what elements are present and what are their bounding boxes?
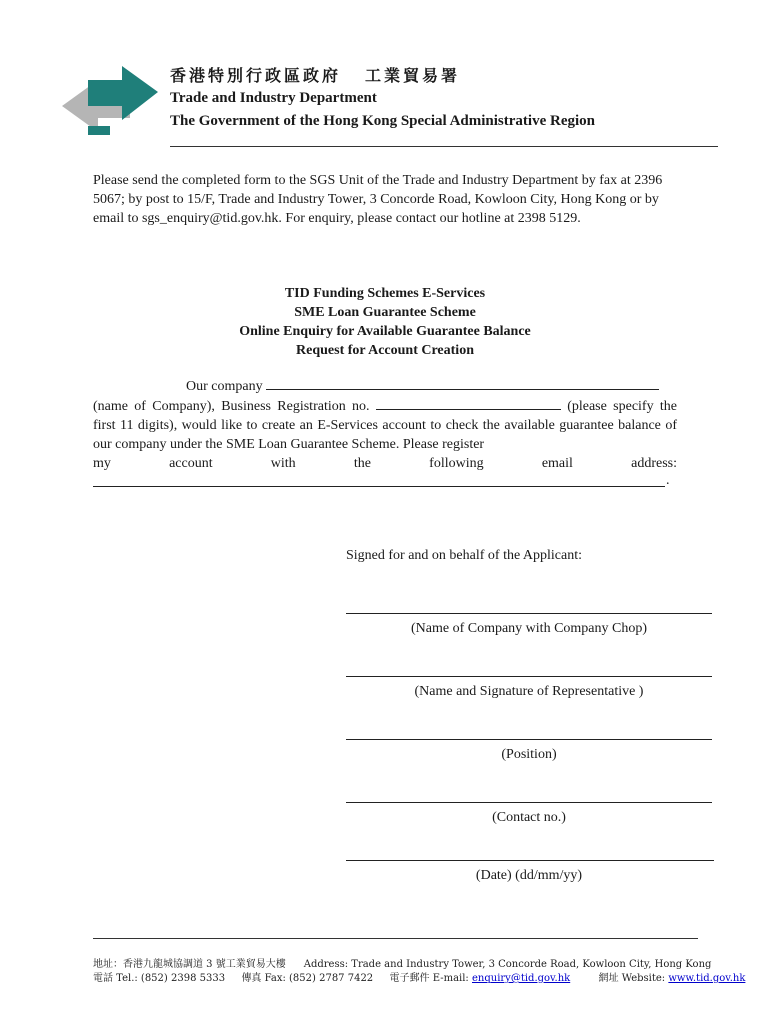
footer-divider xyxy=(93,938,698,939)
our-company-label: Our company xyxy=(186,379,263,394)
date-line[interactable] xyxy=(346,860,714,861)
footer-website-link[interactable]: www.tid.gov.hk xyxy=(668,973,746,984)
position-label: (Position) xyxy=(501,747,557,762)
word-address: address: xyxy=(631,456,677,471)
specify-text: (please specify the first 11 digits), would like to create an E-Services account to check the available guarantee balance of our company under the SME Loan Guarantee Scheme. Please register xyxy=(93,399,678,452)
name-of-company-label: (name of Company), Business Registration no. xyxy=(93,399,370,414)
intro-paragraph: Please send the completed form to the SGS Unit of the Trade and Industry Department by fax at 2396 5067; by post to 15/F, Trade and Industry Tower, 3 Concorde Road, Kowloon City, Hong Kong or by email to sgs_enquiry@tid.gov.hk. For enquiry, please contact our hotline at 2398 5129. xyxy=(93,173,663,226)
representative-signature-label: (Name and Signature of Representative ) xyxy=(414,684,644,699)
chinese-header xyxy=(170,63,460,86)
word-following: following xyxy=(429,456,484,471)
word-email: email xyxy=(541,456,573,471)
company-chop-line[interactable] xyxy=(346,613,712,614)
request-paragraph xyxy=(93,376,677,473)
title-line-2: SME Loan Guarantee Scheme xyxy=(294,305,476,320)
email-period: . xyxy=(666,473,670,488)
government-name: The Government of the Hong Kong Special Administrative Region xyxy=(170,113,595,129)
footer-email-label: 電子郵件 E-mail: xyxy=(389,973,469,984)
title-line-1: TID Funding Schemes E-Services xyxy=(284,286,486,301)
word-account: account xyxy=(169,456,213,471)
business-registration-field[interactable] xyxy=(376,396,561,410)
email-address-field[interactable] xyxy=(93,486,665,487)
footer-fax: 傳真 Fax: (852) 2787 7422 xyxy=(241,973,374,984)
company-chop-label: (Name of Company with Company Chop) xyxy=(410,621,648,636)
form-title xyxy=(93,284,677,360)
title-line-4: Request for Account Creation xyxy=(296,343,474,358)
word-the: the xyxy=(353,456,371,471)
logo-teal-block xyxy=(88,126,110,135)
footer-address-en: Address: Trade and Industry Tower, 3 Concorde Road, Kowloon City, Hong Kong xyxy=(303,959,712,970)
title-line-3: Online Enquiry for Available Guarantee Balance xyxy=(239,324,531,339)
representative-signature-line[interactable] xyxy=(346,676,712,677)
contact-number-line[interactable] xyxy=(346,802,712,803)
contact-number-label: (Contact no.) xyxy=(492,810,566,825)
department-name: Trade and Industry Department xyxy=(170,90,377,106)
word-with: with xyxy=(270,456,296,471)
request-last-line xyxy=(93,454,677,473)
position-line[interactable] xyxy=(346,739,712,740)
signed-for-label: Signed for and on behalf of the Applicant: xyxy=(346,548,582,563)
request-body xyxy=(93,396,677,454)
footer-address-zh: 地址：香港九龍城協調道 3 號工業貿易大樓 xyxy=(93,959,286,970)
header-divider xyxy=(170,146,718,147)
footer-email-link[interactable]: enquiry@tid.gov.hk xyxy=(472,973,571,984)
chinese-government-name: 香港特別行政區政府 xyxy=(170,66,342,85)
word-my: my xyxy=(93,456,111,471)
footer-website-label: 網址 Website: xyxy=(598,973,666,984)
chinese-department-name: 工業貿易署 xyxy=(365,66,461,85)
trade-department-logo xyxy=(60,62,160,140)
footer-address xyxy=(93,955,711,970)
date-label: (Date) (dd/mm/yy) xyxy=(475,868,583,883)
footer-tel: 電話 Tel.: (852) 2398 5333 xyxy=(93,973,226,984)
company-name-field[interactable] xyxy=(266,376,659,390)
footer-contact xyxy=(93,969,745,984)
request-line-1 xyxy=(93,376,677,396)
